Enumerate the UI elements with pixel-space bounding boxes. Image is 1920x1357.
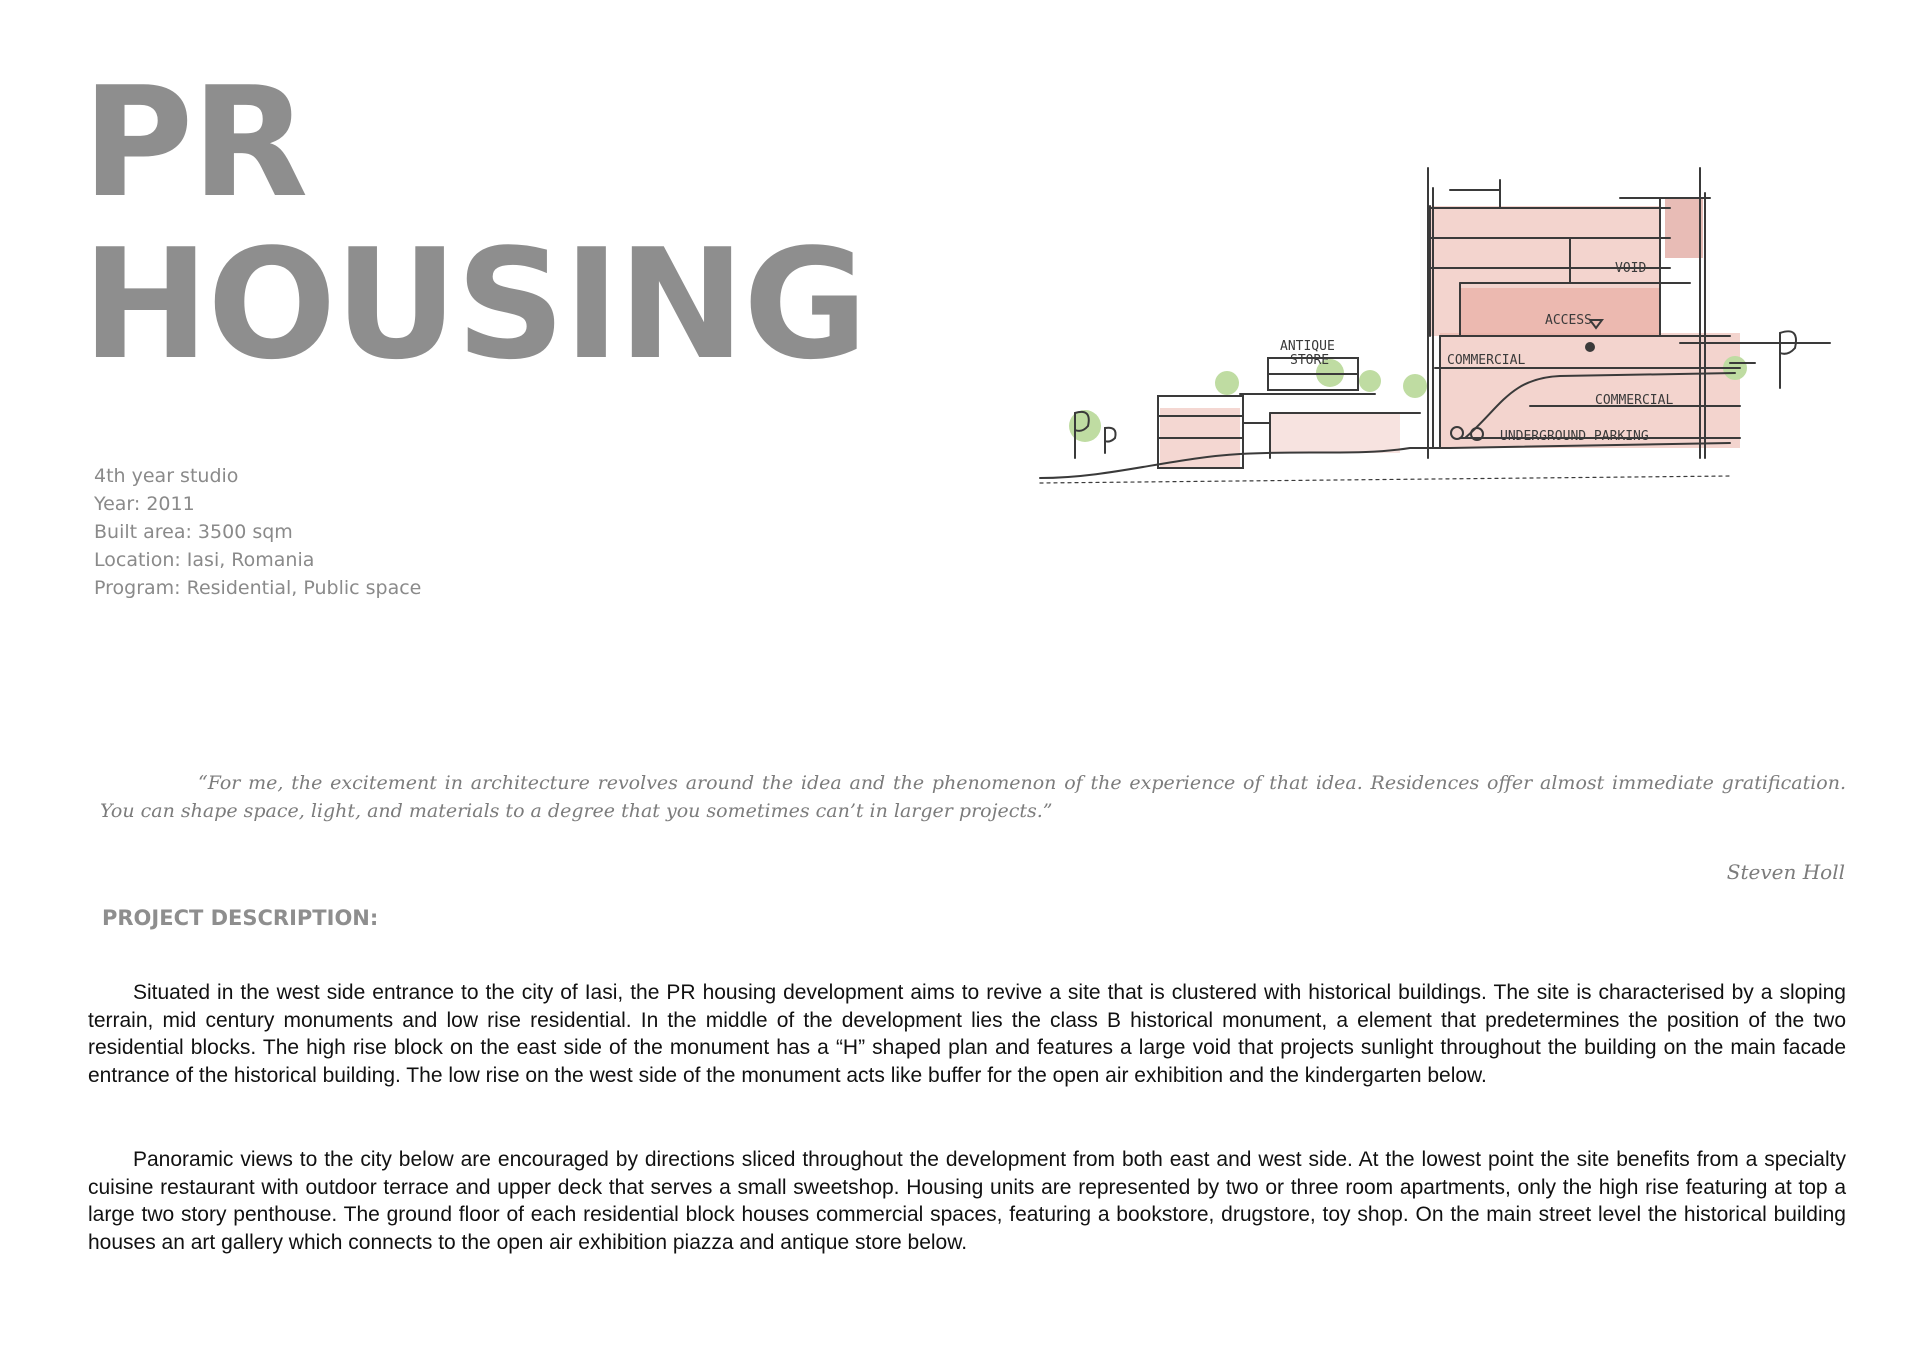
label-commercial-upper: COMMERCIAL [1447,353,1526,368]
label-commercial-lower: COMMERCIAL [1595,393,1674,408]
label-antique: ANTIQUE [1280,339,1335,354]
project-meta [94,462,421,602]
title-line-2: HOUSING [82,216,866,393]
label-store: STORE [1290,353,1330,368]
label-access: ACCESS [1545,313,1592,328]
meta-studio: 4th year studio [94,465,239,487]
meta-year: Year: 2011 [94,493,195,515]
label-void: VOID [1615,261,1647,276]
section-sketch [1030,158,1850,598]
description-paragraph-1: Situated in the west side entrance to the city of Iasi, the PR housing development aims to revive a site that is clustered with historical buildings. The site is characterised by a sloping terrain, mid century monuments and low rise residential. In the middle of the development lies the class B historical monument, a element that predetermines the position of the two residential blocks. The high rise block on the east side of the monument has a “H” shaped plan and features a large void that projects sunlight throughout the building on the main facade entrance of the historical building. The low rise on the west side of the monument acts like buffer for the open air exhibition and the kindergarten below. [88,981,1846,1087]
meta-location: Location: Iasi, Romania [94,549,315,571]
meta-program: Program: Residential, Public space [94,577,422,599]
title-line-1: PR [82,54,307,231]
label-parking: UNDERGROUND PARKING [1500,429,1649,444]
description-paragraph-2: Panoramic views to the city below are encouraged by directions sliced throughout the development from both east and west side. At the lowest point the site benefits from a specialty cuisine restaurant with outdoor terrace and upper deck that serves a small sweetshop. Housing units are represented by two or three room apartments, only the high rise featuring at top a large two story penthouse. The ground floor of each residential block houses commercial spaces, featuring a bookstore, drugstore, toy shop. On the main street level the historical building houses an art gallery which connects to the open air exhibition piazza and antique store below. [88,1148,1846,1254]
section-heading: PROJECT DESCRIPTION: [102,906,379,930]
project-title [82,54,866,393]
architect-quote: “For me, the excitement in architecture revolves around the idea and the phenomenon of the experience of that idea. Residences offer almost immediate gratification. You can shape space, light, and materials to a degree that you sometimes can’t in larger projects.” [100,772,1846,822]
meta-area: Built area: 3500 sqm [94,521,293,543]
quote-author: Steven Holl [1726,860,1845,884]
